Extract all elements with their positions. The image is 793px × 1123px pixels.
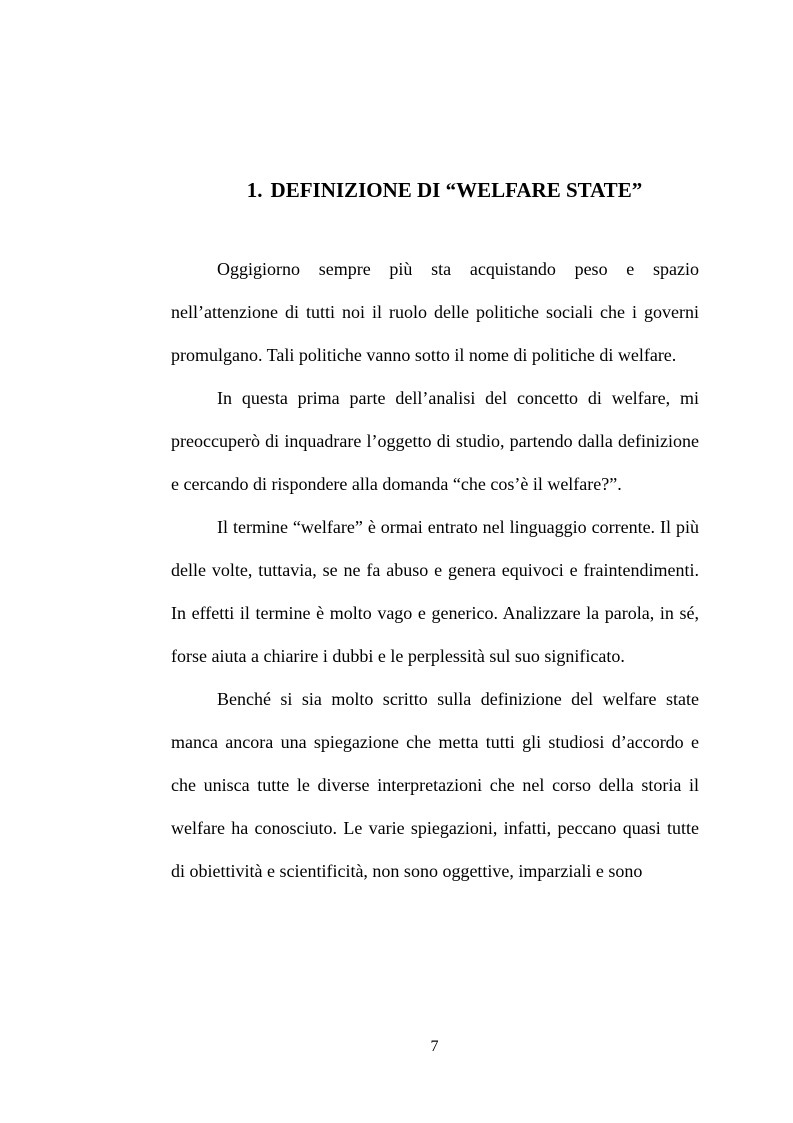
chapter-title: DEFINIZIONE DI “WELFARE STATE” [270,178,643,203]
chapter-heading [0,176,793,204]
paragraph: Benché si sia molto scritto sulla definizione del welfare state manca ancora una spiegazione che metta tutti gli studiosi d’accordo e che unisca tutte le diverse interpretazioni che nel corso della storia il welfare ha conosciuto. Le varie spiegazioni, infatti, peccano quasi tutte di obiettività e scientificità, non sono oggettive, imparziali e sono [171,689,699,881]
chapter-number: 1. [246,178,263,203]
paragraph: In questa prima parte dell’analisi del concetto di welfare, mi preoccuperò di inquadrare l’oggetto di studio, partendo dalla definizione e cercando di rispondere alla domanda “che cos’è il welfare?”. [171,388,699,494]
body-text [171,248,699,893]
paragraph: Il termine “welfare” è ormai entrato nel linguaggio corrente. Il più delle volte, tuttavia, se ne fa abuso e genera equivoci e fraintendimenti. In effetti il termine è molto vago e generico. Analizzare la parola, in sé, forse aiuta a chiarire i dubbi e le perplessità sul suo significato. [171,517,699,666]
page-number: 7 [430,1038,439,1055]
paragraph: Oggigiorno sempre più sta acquistando peso e spazio nell’attenzione di tutti noi il ruolo delle politiche sociali che i governi promulgano. Tali politiche vanno sotto il nome di politiche di welfare. [171,259,699,365]
